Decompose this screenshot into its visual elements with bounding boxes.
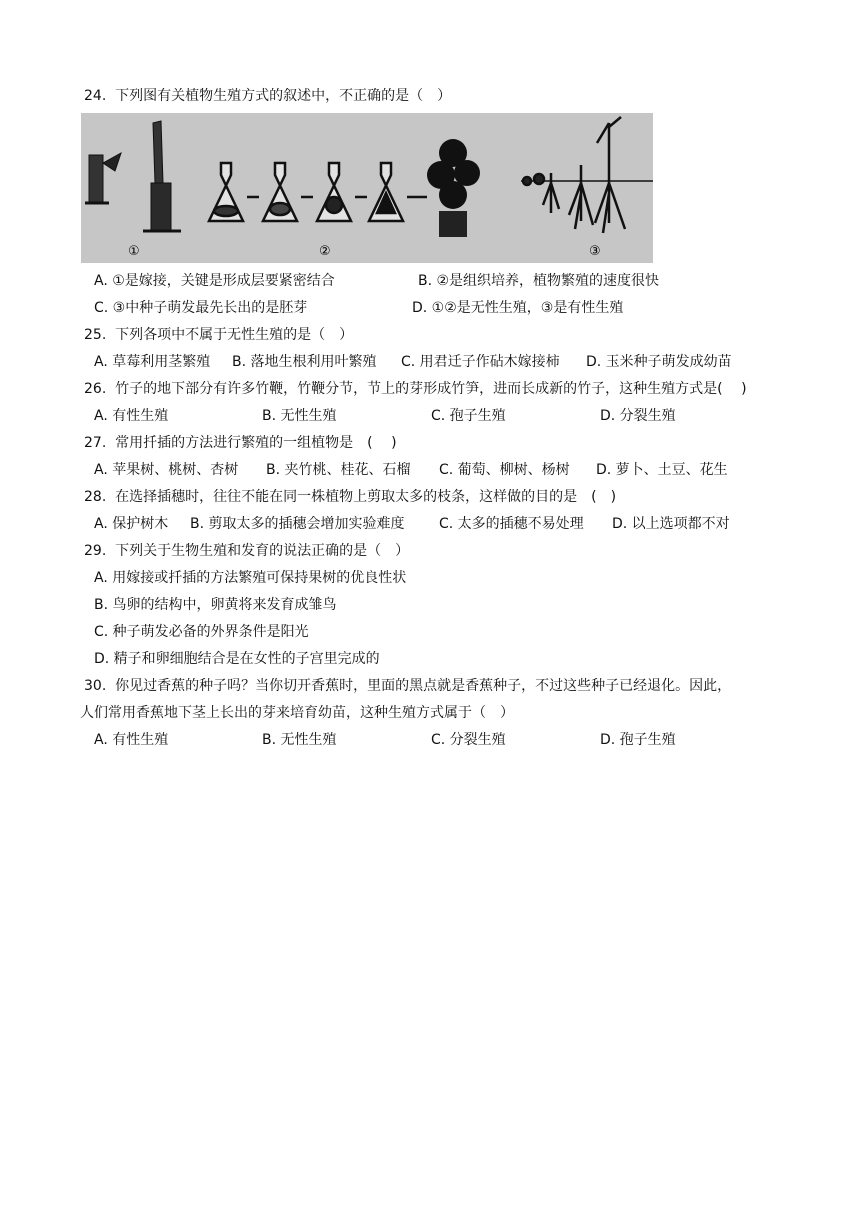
question-26-stem: 26. 竹子的地下部分有许多竹鞭，竹鞭分节，节上的芽形成竹笋，进而长成新的竹子，这种生殖方式是( ) — [84, 381, 747, 397]
question-27-stem: 27. 常用扦插的方法进行繁殖的一组植物是 ( ) — [84, 435, 397, 451]
question-24-stem: 24. 下列图有关植物生殖方式的叙述中，不正确的是（ ） — [84, 88, 452, 104]
question-26-option-a[interactable]: A. 有性生殖 — [94, 408, 169, 424]
figure-illustration — [81, 113, 653, 263]
question-25-stem: 25. 下列各项中不属于无性生殖的是（ ） — [84, 327, 354, 343]
question-28-option-d[interactable]: D. 以上选项都不对 — [612, 516, 730, 532]
figure-label-3: ③ — [589, 244, 601, 259]
question-25-option-b[interactable]: B. 落地生根利用叶繁殖 — [232, 354, 377, 370]
question-24-option-c[interactable]: C. ③中种子萌发最先长出的是胚芽 — [94, 300, 308, 316]
question-27-option-d[interactable]: D. 萝卜、土豆、花生 — [596, 462, 728, 478]
question-29-option-d[interactable]: D. 精子和卵细胞结合是在女性的子宫里完成的 — [94, 651, 380, 667]
question-26-option-d[interactable]: D. 分裂生殖 — [600, 408, 676, 424]
question-30-option-a[interactable]: A. 有性生殖 — [94, 732, 169, 748]
question-28-stem: 28. 在选择插穗时，往往不能在同一株植物上剪取太多的枝条，这样做的目的是 ( ) — [84, 489, 617, 505]
question-28-option-c[interactable]: C. 太多的插穗不易处理 — [439, 516, 584, 532]
question-29-stem: 29. 下列关于生物生殖和发育的说法正确的是（ ） — [84, 543, 410, 559]
question-25-option-d[interactable]: D. 玉米种子萌发成幼苗 — [586, 354, 732, 370]
question-29-option-b[interactable]: B. 鸟卵的结构中，卵黄将来发育成雏鸟 — [94, 597, 337, 613]
question-30-option-b[interactable]: B. 无性生殖 — [262, 732, 337, 748]
question-26-option-b[interactable]: B. 无性生殖 — [262, 408, 337, 424]
question-25-option-a[interactable]: A. 草莓利用茎繁殖 — [94, 354, 211, 370]
plant-reproduction-figure — [81, 113, 653, 263]
question-24-option-a[interactable]: A. ①是嫁接，关键是形成层要紧密结合 — [94, 273, 335, 289]
figure-label-1: ① — [128, 244, 140, 259]
question-28-option-a[interactable]: A. 保护树木 — [94, 516, 169, 532]
question-27-option-b[interactable]: B. 夹竹桃、桂花、石榴 — [266, 462, 411, 478]
question-25-option-c[interactable]: C. 用君迁子作砧木嫁接柿 — [401, 354, 560, 370]
question-24-option-d[interactable]: D. ①②是无性生殖，③是有性生殖 — [412, 300, 624, 316]
question-29-option-a[interactable]: A. 用嫁接或扦插的方法繁殖可保持果树的优良性状 — [94, 570, 407, 586]
question-28-option-b[interactable]: B. 剪取太多的插穗会增加实验难度 — [190, 516, 405, 532]
question-30-option-d[interactable]: D. 孢子生殖 — [600, 732, 676, 748]
question-29-option-c[interactable]: C. 种子萌发必备的外界条件是阳光 — [94, 624, 309, 640]
question-30-stem-line2: 人们常用香蕉地下茎上长出的芽来培育幼苗，这种生殖方式属于（ ） — [80, 705, 514, 721]
question-24-option-b[interactable]: B. ②是组织培养，植物繁殖的速度很快 — [418, 273, 660, 289]
question-27-option-a[interactable]: A. 苹果树、桃树、杏树 — [94, 462, 239, 478]
question-30-option-c[interactable]: C. 分裂生殖 — [431, 732, 506, 748]
figure-label-2: ② — [319, 244, 331, 259]
question-30-stem-line1: 30. 你见过香蕉的种子吗？当你切开香蕉时，里面的黑点就是香蕉种子，不过这些种子已经退化。因此， — [84, 678, 732, 694]
question-27-option-c[interactable]: C. 葡萄、柳树、杨树 — [439, 462, 570, 478]
question-26-option-c[interactable]: C. 孢子生殖 — [431, 408, 506, 424]
